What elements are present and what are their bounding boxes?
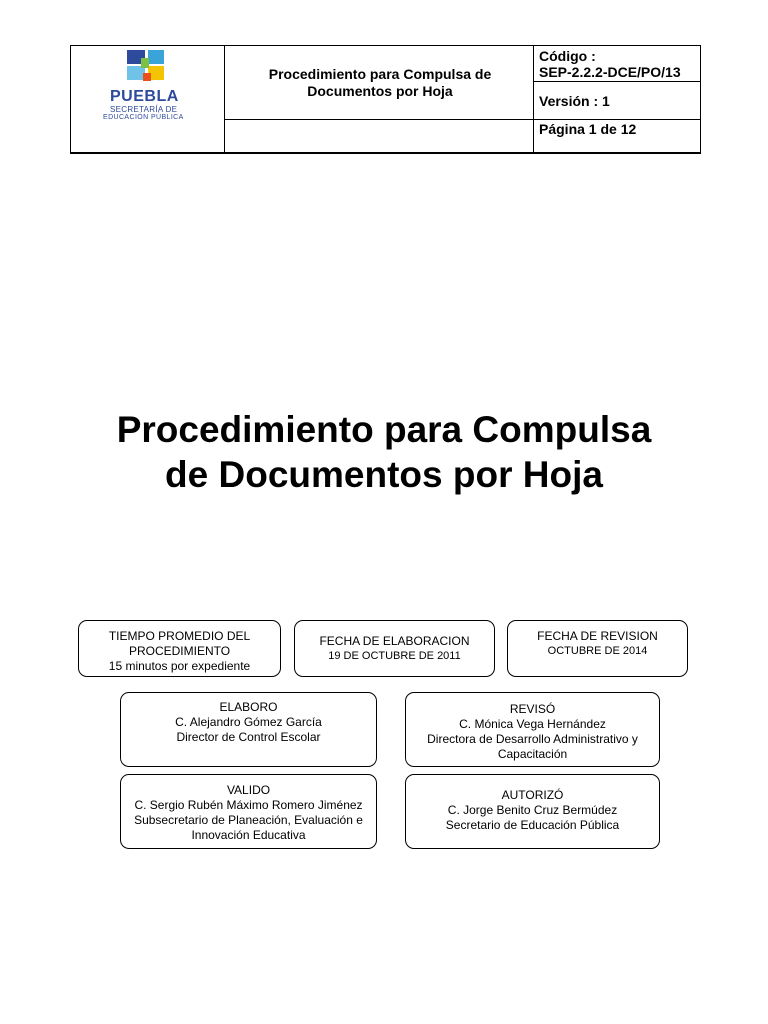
elaboro-role: ELABORO bbox=[219, 700, 278, 714]
valido-title-line1: Subsecretario de Planeación, Evaluación e bbox=[134, 813, 363, 827]
reviso-role: REVISÓ bbox=[509, 702, 556, 716]
elaboro-title: Director de Control Escolar bbox=[176, 730, 321, 744]
document-title bbox=[0, 407, 768, 497]
pagina-text: Página 1 de 12 bbox=[539, 121, 637, 137]
elaboracion-box bbox=[294, 620, 495, 677]
header-row-divider-1 bbox=[533, 81, 701, 82]
puebla-logo bbox=[72, 46, 224, 152]
reviso-box bbox=[405, 692, 660, 767]
logo-square-cyan bbox=[148, 50, 164, 64]
revision-box bbox=[507, 620, 688, 677]
revision-label: FECHA DE REVISION bbox=[537, 629, 658, 643]
reviso-title-line2: Capacitación bbox=[497, 747, 568, 761]
header-row-divider-2 bbox=[224, 119, 701, 120]
autorizo-box bbox=[405, 774, 660, 849]
logo-square-orange bbox=[143, 73, 151, 81]
header-border-right bbox=[700, 45, 701, 153]
tiempo-value: 15 minutos por expediente bbox=[108, 659, 251, 673]
elaboracion-label: FECHA DE ELABORACION bbox=[319, 634, 470, 648]
header-title: Procedimiento para Compulsa de Documentos por Hoja bbox=[268, 66, 492, 99]
document-title-line1: Procedimiento para Compulsa bbox=[116, 409, 652, 450]
valido-name: C. Sergio Rubén Máximo Romero Jiménez bbox=[134, 798, 363, 812]
elaboro-box bbox=[120, 692, 377, 767]
logo-name: PUEBLA bbox=[110, 88, 179, 105]
logo-line1: SECRETARÍA DE bbox=[110, 105, 178, 114]
header-border-bottom bbox=[70, 152, 701, 154]
tiempo-label-line1: TIEMPO PROMEDIO DEL bbox=[108, 629, 251, 643]
elaboracion-date: 19 DE OCTUBRE DE 2011 bbox=[328, 650, 461, 662]
logo-line2: EDUCACIÓN PÚBLICA bbox=[103, 114, 184, 121]
document-title-line2: de Documentos por Hoja bbox=[165, 454, 603, 495]
version-text: Versión : 1 bbox=[539, 93, 610, 109]
valido-box bbox=[120, 774, 377, 849]
tiempo-label-line2: PROCEDIMIENTO bbox=[128, 644, 231, 658]
header-border-left bbox=[70, 45, 71, 153]
valido-role: VALIDO bbox=[226, 783, 271, 797]
autorizo-name: C. Jorge Benito Cruz Bermúdez bbox=[447, 803, 618, 817]
revision-date: OCTUBRE DE 2014 bbox=[547, 645, 648, 657]
reviso-title-line1: Directora de Desarrollo Administrativo y bbox=[427, 732, 638, 746]
reviso-name: C. Mónica Vega Hernández bbox=[459, 717, 606, 731]
header-divider-1 bbox=[224, 45, 225, 153]
logo-square-green bbox=[141, 58, 149, 68]
elaboro-name: C. Alejandro Gómez García bbox=[175, 715, 322, 729]
autorizo-title: Secretario de Educación Pública bbox=[445, 818, 620, 832]
valido-title-line2: Innovación Educativa bbox=[191, 828, 306, 842]
codigo-label: Código : bbox=[539, 48, 596, 64]
codigo-value: SEP-2.2.2-DCE/PO/13 bbox=[539, 64, 681, 80]
tiempo-box bbox=[78, 620, 281, 677]
autorizo-role: AUTORIZÓ bbox=[501, 788, 564, 802]
